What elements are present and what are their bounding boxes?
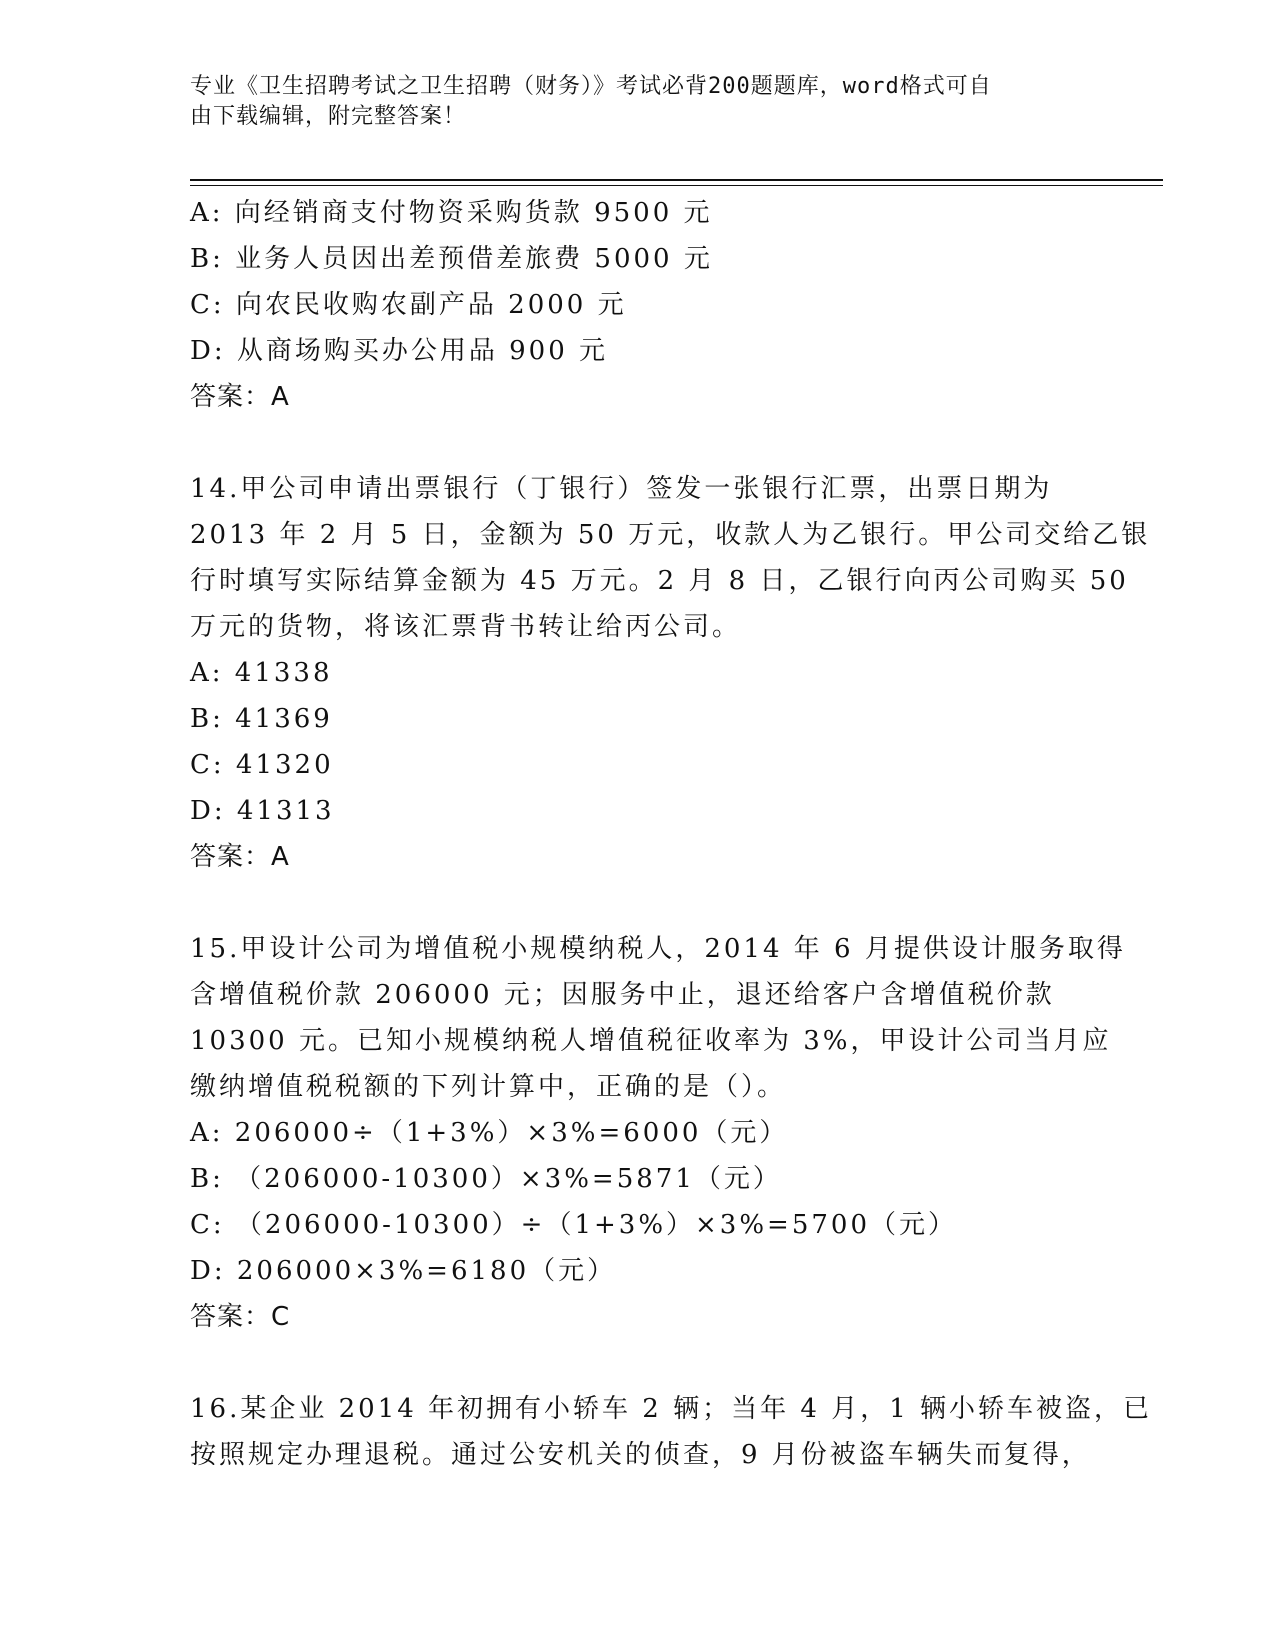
q15-stem-line-3: 10300 元。已知小规模纳税人增值税征收率为 3%，甲设计公司当月应 [190, 1026, 1112, 1056]
question-15-block [190, 926, 1126, 1340]
q16-stem-line-2: 按照规定办理退税。通过公安机关的侦查，9 月份被盗车辆失而复得， [190, 1440, 1091, 1470]
q14-stem-line-1: 14.甲公司申请出票银行（丁银行）签发一张银行汇票，出票日期为 [190, 474, 1053, 504]
question-14-block [190, 466, 1151, 880]
q13-option-c: C: 向农民收购农副产品 2000 元 [190, 290, 627, 320]
q14-stem-line-4: 万元的货物，将该汇票背书转让给丙公司。 [190, 612, 742, 642]
q15-stem-line-1: 15.甲设计公司为增值税小规模纳税人，2014 年 6 月提供设计服务取得 [190, 934, 1126, 964]
q14-option-b: B: 41369 [190, 704, 333, 734]
header-divider-thick [190, 179, 1163, 181]
spacer [190, 1340, 1090, 1386]
q15-option-c: C: （206000-10300）÷（1+3%）×3%=5700（元） [190, 1210, 958, 1240]
q15-option-b: B: （206000-10300）×3%=5871（元） [190, 1164, 782, 1194]
question-13-block [190, 190, 1090, 420]
q15-answer: 答案：C [190, 1302, 291, 1332]
q16-stem-line-1: 16.某企业 2014 年初拥有小轿车 2 辆；当年 4 月，1 辆小轿车被盗，已 [190, 1394, 1152, 1424]
q13-option-d: D: 从商场购买办公用品 900 元 [190, 336, 609, 366]
q13-option-a: A: 向经销商支付物资采购货款 9500 元 [190, 198, 713, 228]
document-header [190, 72, 1090, 132]
q14-option-d: D: 41313 [190, 796, 335, 826]
q14-stem-line-3: 行时填写实际结算金额为 45 万元。2 月 8 日，乙银行向丙公司购买 50 [190, 566, 1129, 596]
question-16-block [190, 1386, 1152, 1478]
header-divider-thin [190, 185, 1163, 186]
q15-option-a: A: 206000÷（1+3%）×3%=6000（元） [190, 1118, 789, 1148]
q13-answer: 答案：A [190, 382, 290, 412]
q15-option-d: D: 206000×3%=6180（元） [190, 1256, 617, 1286]
header-line-1: 专业《卫生招聘考试之卫生招聘（财务）》考试必背200题题库，word格式可自 [190, 74, 992, 99]
q14-stem-line-2: 2013 年 2 月 5 日，金额为 50 万元，收款人为乙银行。甲公司交给乙银 [190, 520, 1151, 550]
q14-option-c: C: 41320 [190, 750, 334, 780]
q15-stem-line-2: 含增值税价款 206000 元；因服务中止，退还给客户含增值税价款 [190, 980, 1055, 1010]
spacer [190, 880, 1090, 926]
spacer [190, 420, 1090, 466]
q14-option-a: A: 41338 [190, 658, 333, 688]
q15-stem-line-4: 缴纳增值税税额的下列计算中，正确的是（）。 [190, 1072, 787, 1102]
q14-answer: 答案：A [190, 842, 290, 872]
header-line-2: 由下载编辑，附完整答案！ [190, 104, 467, 129]
q13-option-b: B: 业务人员因出差预借差旅费 5000 元 [190, 244, 713, 274]
question-content [190, 190, 1152, 1478]
